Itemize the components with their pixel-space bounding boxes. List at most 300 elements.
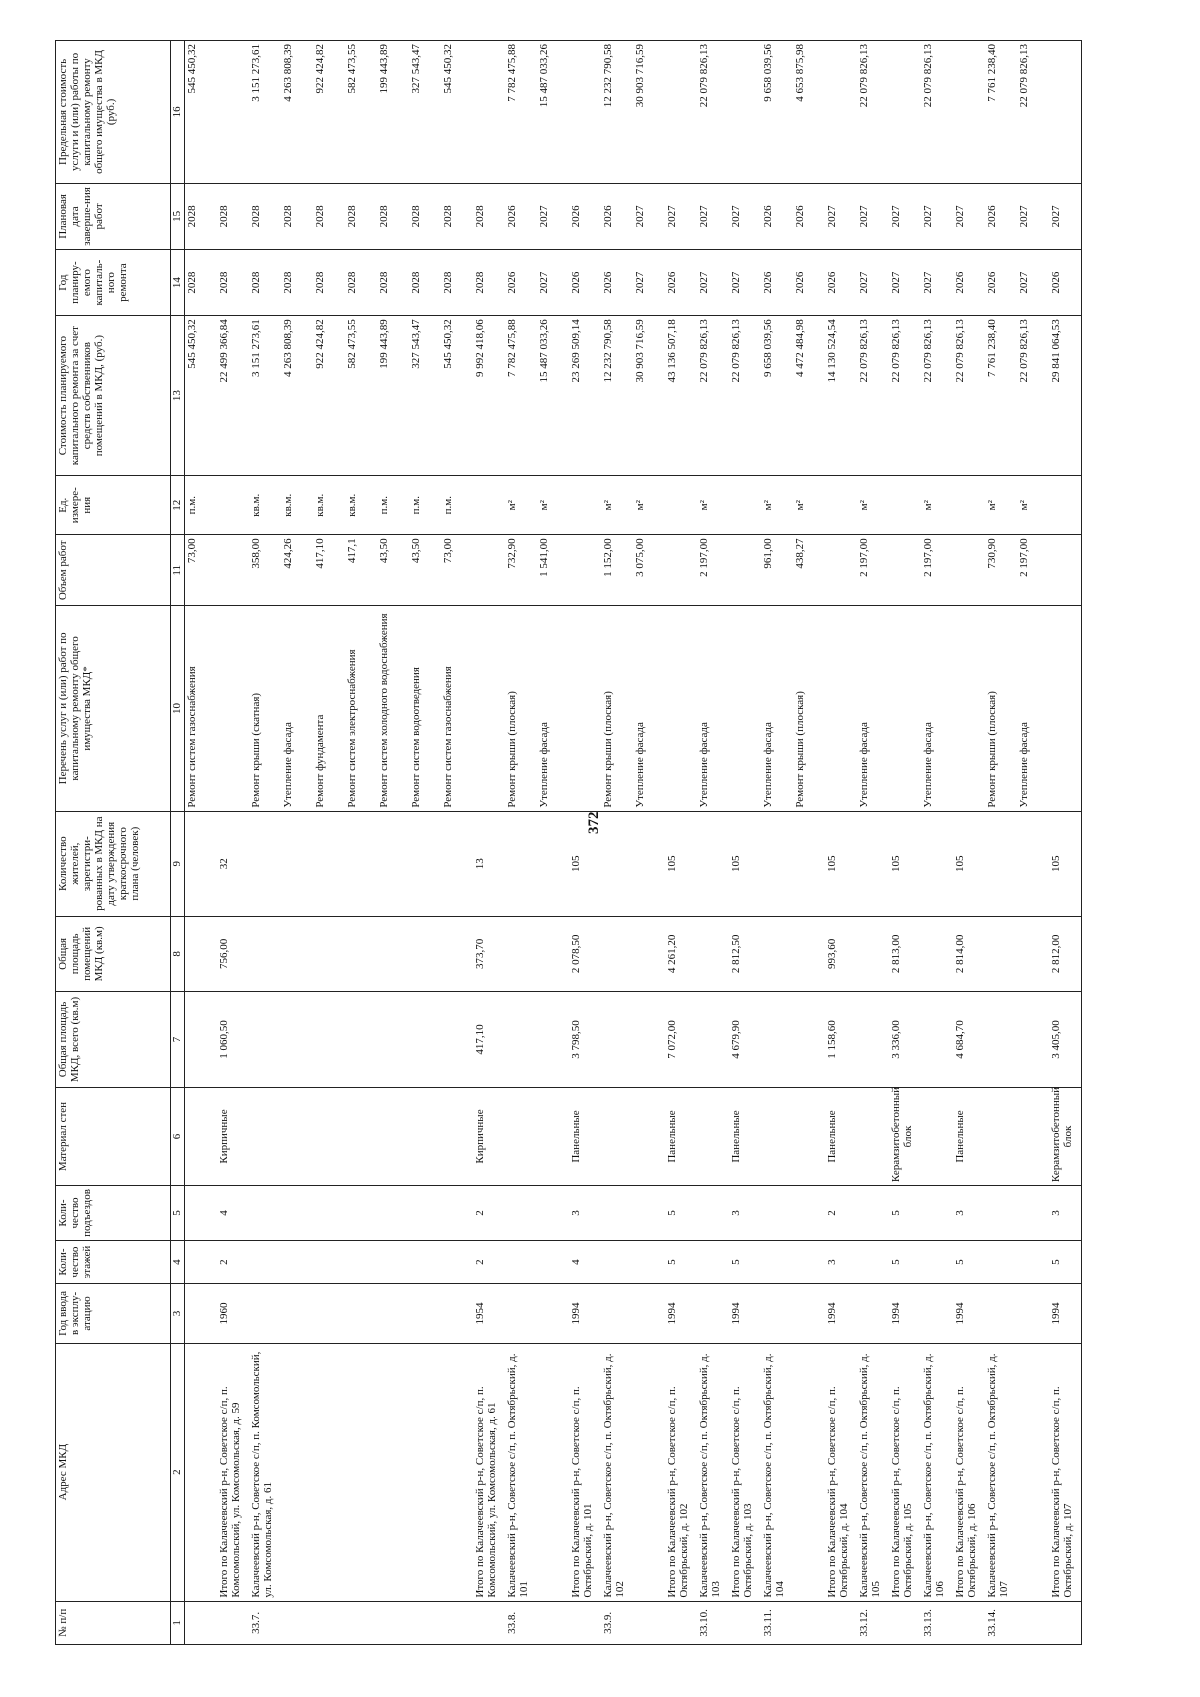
- table-cell: 43,50: [409, 535, 441, 606]
- table-cell: 73,00: [441, 535, 473, 606]
- table-cell: [1017, 1343, 1049, 1601]
- table-cell: [377, 1284, 409, 1343]
- table-cell: [505, 1186, 537, 1241]
- table-cell: [1017, 1240, 1049, 1283]
- page-number: 372: [586, 811, 602, 834]
- table-cell: 105: [953, 811, 985, 916]
- table-cell: 5: [665, 1186, 697, 1241]
- column-number: 7: [171, 992, 185, 1088]
- table-cell: [793, 1240, 825, 1283]
- table-body: [185, 41, 1082, 1645]
- table-cell: м²: [537, 476, 569, 535]
- table-cell: [889, 41, 921, 184]
- table-cell: м²: [633, 476, 665, 535]
- table-cell: [665, 535, 697, 606]
- table-cell: Итого по Калачеевский р-н, Советское с/п, п. Октябрьский, д. 102: [665, 1343, 697, 1601]
- table-row: [377, 41, 409, 1645]
- table-cell: 2028: [281, 183, 313, 249]
- table-cell: [665, 41, 697, 184]
- table-cell: 424,26: [281, 535, 313, 606]
- table-cell: [697, 992, 729, 1088]
- table-cell: п.м.: [409, 476, 441, 535]
- table-cell: 2028: [377, 250, 409, 316]
- table-cell: 199 443,89: [377, 41, 409, 184]
- table-cell: [281, 1284, 313, 1343]
- table-cell: Ремонт крыши (плоская): [793, 606, 825, 811]
- table-row: [665, 41, 697, 1645]
- table-cell: Калачеевский р-н, Советское с/п, п. Комсомольский, ул. Комсомольская, д. 61: [249, 1343, 281, 1601]
- table-cell: 105: [665, 811, 697, 916]
- table-cell: [377, 1186, 409, 1241]
- table-cell: [857, 916, 889, 991]
- table-cell: 2027: [889, 183, 921, 249]
- column-header: Коли-чество этажей: [56, 1240, 171, 1283]
- table-cell: 2026: [505, 250, 537, 316]
- table-cell: [409, 811, 441, 916]
- table-cell: [889, 476, 921, 535]
- table-cell: [185, 916, 218, 991]
- table-cell: 32: [217, 811, 249, 916]
- table-row: [953, 41, 985, 1645]
- table-cell: [313, 1087, 345, 1185]
- table-cell: [985, 1186, 1017, 1241]
- table-cell: 1994: [825, 1284, 857, 1343]
- table-cell: 2028: [345, 183, 377, 249]
- table-cell: 43 136 507,18: [665, 316, 697, 476]
- table-row: [985, 41, 1017, 1645]
- table-cell: 9 658 039,56: [761, 41, 793, 184]
- table-cell: [601, 916, 633, 991]
- table-cell: 3: [953, 1186, 985, 1241]
- table-cell: [1049, 1601, 1082, 1644]
- table-cell: [473, 606, 505, 811]
- table-cell: 13: [473, 811, 505, 916]
- table-cell: [409, 1284, 441, 1343]
- column-header: № п/п: [56, 1601, 171, 1644]
- table-cell: Панельные: [825, 1087, 857, 1185]
- table-cell: 2028: [249, 183, 281, 249]
- table-cell: 22 079 826,13: [697, 316, 729, 476]
- table-cell: Итого по Калачеевский р-н, Советское с/п, п. Октябрьский, д. 103: [729, 1343, 761, 1601]
- table-row: [601, 41, 633, 1645]
- table-cell: 417,1: [345, 535, 377, 606]
- table-cell: Утепление фасада: [281, 606, 313, 811]
- table-cell: 2027: [921, 183, 953, 249]
- table-cell: 2 813,00: [889, 916, 921, 991]
- table-cell: 2028: [249, 250, 281, 316]
- column-header: Год ввода в эксплу-атацию: [56, 1284, 171, 1343]
- table-cell: м²: [921, 476, 953, 535]
- table-cell: 12 232 790,58: [601, 41, 633, 184]
- table-cell: 2027: [953, 183, 985, 249]
- table-cell: [377, 992, 409, 1088]
- table-cell: 922 424,82: [313, 41, 345, 184]
- column-header: Перечень услуг и (или) работ по капитальному ремонту общего имущества МКД*: [56, 606, 171, 811]
- table-cell: 2028: [313, 183, 345, 249]
- table-cell: [569, 476, 601, 535]
- table-cell: [409, 1087, 441, 1185]
- table-cell: [377, 1343, 409, 1601]
- table-cell: 105: [1049, 811, 1082, 916]
- table-cell: [441, 1240, 473, 1283]
- table-cell: 2028: [473, 250, 505, 316]
- table-cell: 2027: [1017, 183, 1049, 249]
- table-cell: [921, 811, 953, 916]
- table-cell: 22 079 826,13: [889, 316, 921, 476]
- table-cell: [313, 811, 345, 916]
- table-cell: м²: [985, 476, 1017, 535]
- table-cell: 2027: [729, 250, 761, 316]
- table-cell: 545 450,32: [185, 316, 218, 476]
- table-cell: Панельные: [665, 1087, 697, 1185]
- table-cell: Ремонт систем газоснабжения: [441, 606, 473, 811]
- table-cell: Итого по Калачеевский р-н, Советское с/п, п. Октябрьский, д. 101: [569, 1343, 601, 1601]
- table-cell: [953, 476, 985, 535]
- table-cell: [985, 1284, 1017, 1343]
- table-row: [633, 41, 665, 1645]
- table-cell: [217, 606, 249, 811]
- table-cell: [249, 992, 281, 1088]
- table-cell: 2027: [537, 250, 569, 316]
- column-number: 6: [171, 1087, 185, 1185]
- table-cell: Итого по Калачеевский р-н, Советское с/п, п. Октябрьский, д. 106: [953, 1343, 985, 1601]
- table-cell: 7 782 475,88: [505, 316, 537, 476]
- table-cell: Панельные: [569, 1087, 601, 1185]
- table-cell: [633, 1284, 665, 1343]
- table-cell: 4 679,90: [729, 992, 761, 1088]
- table-cell: Утепление фасада: [761, 606, 793, 811]
- table-cell: [409, 1601, 441, 1644]
- table-cell: [761, 1284, 793, 1343]
- table-cell: [601, 1186, 633, 1241]
- table-row: [409, 41, 441, 1645]
- table-cell: [569, 535, 601, 606]
- table-cell: [409, 1240, 441, 1283]
- table-cell: [377, 1240, 409, 1283]
- column-number: 4: [171, 1240, 185, 1283]
- table-cell: [345, 1601, 377, 1644]
- table-cell: 2028: [409, 183, 441, 249]
- table-cell: 7 761 238,40: [985, 41, 1017, 184]
- table-cell: [537, 992, 569, 1088]
- table-cell: [793, 992, 825, 1088]
- table-cell: 4 263 808,39: [281, 316, 313, 476]
- table-cell: [857, 1240, 889, 1283]
- table-cell: 2 197,00: [1017, 535, 1049, 606]
- table-cell: кв.м.: [249, 476, 281, 535]
- table-cell: [249, 1087, 281, 1185]
- table-cell: Утепление фасада: [537, 606, 569, 811]
- table-cell: 2026: [569, 250, 601, 316]
- table-cell: [825, 535, 857, 606]
- table-cell: 2026: [761, 183, 793, 249]
- table-cell: [665, 476, 697, 535]
- table-cell: [409, 1343, 441, 1601]
- table-cell: [761, 1240, 793, 1283]
- table-cell: [345, 1087, 377, 1185]
- table-cell: [793, 916, 825, 991]
- table-cell: 2026: [665, 250, 697, 316]
- table-cell: 1994: [953, 1284, 985, 1343]
- table-row: [473, 41, 505, 1645]
- table-cell: [1017, 1601, 1049, 1644]
- table-cell: 2 078,50: [569, 916, 601, 991]
- table-cell: 4 261,20: [665, 916, 697, 991]
- table-cell: [857, 1087, 889, 1185]
- table-cell: 2027: [1049, 183, 1082, 249]
- table-cell: [793, 811, 825, 916]
- column-number: 11: [171, 535, 185, 606]
- table-cell: [345, 1240, 377, 1283]
- table-cell: 2028: [473, 183, 505, 249]
- table-row: [345, 41, 377, 1645]
- table-cell: 2028: [441, 183, 473, 249]
- table-cell: [761, 992, 793, 1088]
- table-cell: 2027: [857, 250, 889, 316]
- table-cell: [601, 992, 633, 1088]
- table-cell: 73,00: [185, 535, 218, 606]
- table-cell: [441, 992, 473, 1088]
- table-cell: 1 541,00: [537, 535, 569, 606]
- table-cell: [793, 1186, 825, 1241]
- rotated-page: [55, 40, 1200, 1645]
- table-cell: 33.14.: [985, 1601, 1017, 1644]
- table-cell: 4 653 875,98: [793, 41, 825, 184]
- column-header: Коли-чество подъездов: [56, 1186, 171, 1241]
- table-cell: [505, 1284, 537, 1343]
- table-cell: 33.7.: [249, 1601, 281, 1644]
- table-cell: 2028: [185, 183, 218, 249]
- table-cell: Калачеевский р-н, Советское с/п, п. Октябрьский, д. 102: [601, 1343, 633, 1601]
- table-cell: Ремонт систем водоотведения: [409, 606, 441, 811]
- table-row: [569, 41, 601, 1645]
- table-cell: 5: [729, 1240, 761, 1283]
- table-cell: [345, 1284, 377, 1343]
- table-cell: Итого по Калачеевский р-н, Советское с/п, п. Комсомольский, ул. Комсомольская, д. 61: [473, 1343, 505, 1601]
- table-cell: [1017, 1284, 1049, 1343]
- table-cell: 2: [473, 1240, 505, 1283]
- table-row: [1049, 41, 1082, 1645]
- table-cell: [249, 1284, 281, 1343]
- table-cell: 2027: [697, 250, 729, 316]
- table-cell: [185, 1087, 218, 1185]
- table-cell: [505, 1087, 537, 1185]
- table-cell: 2027: [633, 250, 665, 316]
- table-row: [281, 41, 313, 1645]
- table-cell: 732,90: [505, 535, 537, 606]
- table-cell: 961,00: [761, 535, 793, 606]
- table-cell: 2: [473, 1186, 505, 1241]
- table-cell: Итого по Калачеевский р-н, Советское с/п, п. Октябрьский, д. 105: [889, 1343, 921, 1601]
- table-cell: 105: [569, 811, 601, 916]
- table-cell: 2027: [889, 250, 921, 316]
- table-cell: [729, 535, 761, 606]
- table-cell: 2027: [633, 183, 665, 249]
- table-cell: [441, 916, 473, 991]
- table-cell: 3: [1049, 1186, 1082, 1241]
- table-cell: 327 543,47: [409, 316, 441, 476]
- table-cell: [345, 916, 377, 991]
- table-cell: 22 079 826,13: [857, 41, 889, 184]
- table-cell: [1049, 41, 1082, 184]
- table-cell: 730,90: [985, 535, 1017, 606]
- table-cell: 15 487 033,26: [537, 41, 569, 184]
- table-cell: 2027: [697, 183, 729, 249]
- table-cell: Калачеевский р-н, Советское с/п, п. Октябрьский, д. 107: [985, 1343, 1017, 1601]
- table-cell: 1960: [217, 1284, 249, 1343]
- table-cell: [345, 992, 377, 1088]
- table-cell: [825, 476, 857, 535]
- table-cell: 2028: [441, 250, 473, 316]
- table-cell: [217, 535, 249, 606]
- table-cell: [633, 811, 665, 916]
- table-cell: [569, 606, 601, 811]
- table-row: [537, 41, 569, 1645]
- table-row: [217, 41, 249, 1645]
- table-cell: Калачеевский р-н, Советское с/п, п. Октябрьский, д. 104: [761, 1343, 793, 1601]
- table-cell: [409, 1186, 441, 1241]
- table-cell: [345, 1186, 377, 1241]
- table-cell: [537, 1601, 569, 1644]
- table-cell: 2027: [665, 183, 697, 249]
- table-cell: [377, 811, 409, 916]
- table-cell: [1049, 476, 1082, 535]
- table-cell: [441, 1186, 473, 1241]
- column-number: 5: [171, 1186, 185, 1241]
- table-cell: 2028: [217, 183, 249, 249]
- table-cell: 2 197,00: [857, 535, 889, 606]
- table-row: [313, 41, 345, 1645]
- table-cell: 3: [729, 1186, 761, 1241]
- table-cell: [281, 811, 313, 916]
- table-cell: [1049, 535, 1082, 606]
- table-cell: 2026: [793, 250, 825, 316]
- table-cell: [505, 811, 537, 916]
- table-cell: 3 405,00: [1049, 992, 1082, 1088]
- table-cell: 545 450,32: [185, 41, 218, 184]
- table-cell: Утепление фасада: [633, 606, 665, 811]
- table-cell: 33.9.: [601, 1601, 633, 1644]
- table-cell: [761, 916, 793, 991]
- table-cell: Итого по Калачеевский р-н, Советское с/п, п. Октябрьский, д. 107: [1049, 1343, 1082, 1601]
- table-cell: 33.12.: [857, 1601, 889, 1644]
- table-cell: 7 072,00: [665, 992, 697, 1088]
- table-cell: 2 812,50: [729, 916, 761, 991]
- table-cell: 33.11.: [761, 1601, 793, 1644]
- table-cell: 2028: [345, 250, 377, 316]
- table-cell: [569, 1601, 601, 1644]
- table-cell: [473, 535, 505, 606]
- table-cell: [633, 1186, 665, 1241]
- column-number: 16: [171, 41, 185, 184]
- table-cell: [441, 1601, 473, 1644]
- table-cell: [761, 1186, 793, 1241]
- table-cell: 2027: [825, 183, 857, 249]
- table-cell: 22 079 826,13: [1017, 41, 1049, 184]
- table-cell: Калачеевский р-н, Советское с/п, п. Октябрьский, д. 103: [697, 1343, 729, 1601]
- table-cell: 3 798,50: [569, 992, 601, 1088]
- column-number: 15: [171, 183, 185, 249]
- table-cell: 1994: [889, 1284, 921, 1343]
- table-cell: 3 075,00: [633, 535, 665, 606]
- table-cell: 1994: [729, 1284, 761, 1343]
- table-cell: [185, 1601, 218, 1644]
- table-cell: 22 079 826,13: [857, 316, 889, 476]
- table-cell: [313, 1343, 345, 1601]
- column-number: 8: [171, 916, 185, 991]
- table-cell: 1994: [665, 1284, 697, 1343]
- table-cell: [729, 606, 761, 811]
- table-cell: Ремонт крыши (плоская): [985, 606, 1017, 811]
- table-cell: 7 761 238,40: [985, 316, 1017, 476]
- table-cell: 14 130 524,54: [825, 316, 857, 476]
- table-cell: 22 079 826,13: [697, 41, 729, 184]
- table-cell: [985, 916, 1017, 991]
- column-number: 2: [171, 1343, 185, 1601]
- table-cell: 105: [729, 811, 761, 916]
- table-cell: [633, 992, 665, 1088]
- table-cell: 5: [665, 1240, 697, 1283]
- table-cell: [633, 1601, 665, 1644]
- table-cell: 105: [825, 811, 857, 916]
- table-cell: [601, 1240, 633, 1283]
- table-cell: [921, 916, 953, 991]
- table-cell: 2028: [185, 250, 218, 316]
- table-cell: Кирпичные: [217, 1087, 249, 1185]
- table-cell: Калачеевский р-н, Советское с/п, п. Октябрьский, д. 106: [921, 1343, 953, 1601]
- table-cell: [665, 1601, 697, 1644]
- table-cell: [601, 1087, 633, 1185]
- table-cell: 582 473,55: [345, 316, 377, 476]
- table-cell: 438,27: [793, 535, 825, 606]
- table-cell: 4: [569, 1240, 601, 1283]
- table-cell: 2: [217, 1240, 249, 1283]
- table-cell: [281, 1343, 313, 1601]
- table-cell: [505, 916, 537, 991]
- table-cell: [537, 916, 569, 991]
- table-cell: Керамзитобетонный блок: [889, 1087, 921, 1185]
- table-cell: Ремонт крыши (плоская): [505, 606, 537, 811]
- table-cell: 30 903 716,59: [633, 316, 665, 476]
- table-cell: [857, 1186, 889, 1241]
- column-header: Адрес МКД: [56, 1343, 171, 1601]
- table-cell: [825, 1601, 857, 1644]
- table-cell: [185, 992, 218, 1088]
- table-cell: 3: [825, 1240, 857, 1283]
- table-cell: 4 472 484,98: [793, 316, 825, 476]
- table-cell: [825, 41, 857, 184]
- table-cell: [249, 916, 281, 991]
- table-cell: 327 543,47: [409, 41, 441, 184]
- table-cell: [729, 476, 761, 535]
- table-cell: [985, 1240, 1017, 1283]
- table-cell: [217, 476, 249, 535]
- table-cell: [217, 41, 249, 184]
- table-cell: 2 814,00: [953, 916, 985, 991]
- table-cell: 2026: [953, 250, 985, 316]
- table-cell: [313, 1240, 345, 1283]
- table-cell: 2026: [1049, 250, 1082, 316]
- table-cell: 1954: [473, 1284, 505, 1343]
- table-cell: 1994: [1049, 1284, 1082, 1343]
- table-cell: 3 151 273,61: [249, 316, 281, 476]
- table-cell: 1994: [569, 1284, 601, 1343]
- table-cell: м²: [697, 476, 729, 535]
- table-cell: [793, 1284, 825, 1343]
- table-cell: [537, 1284, 569, 1343]
- table-cell: [185, 811, 218, 916]
- table-cell: м²: [1017, 476, 1049, 535]
